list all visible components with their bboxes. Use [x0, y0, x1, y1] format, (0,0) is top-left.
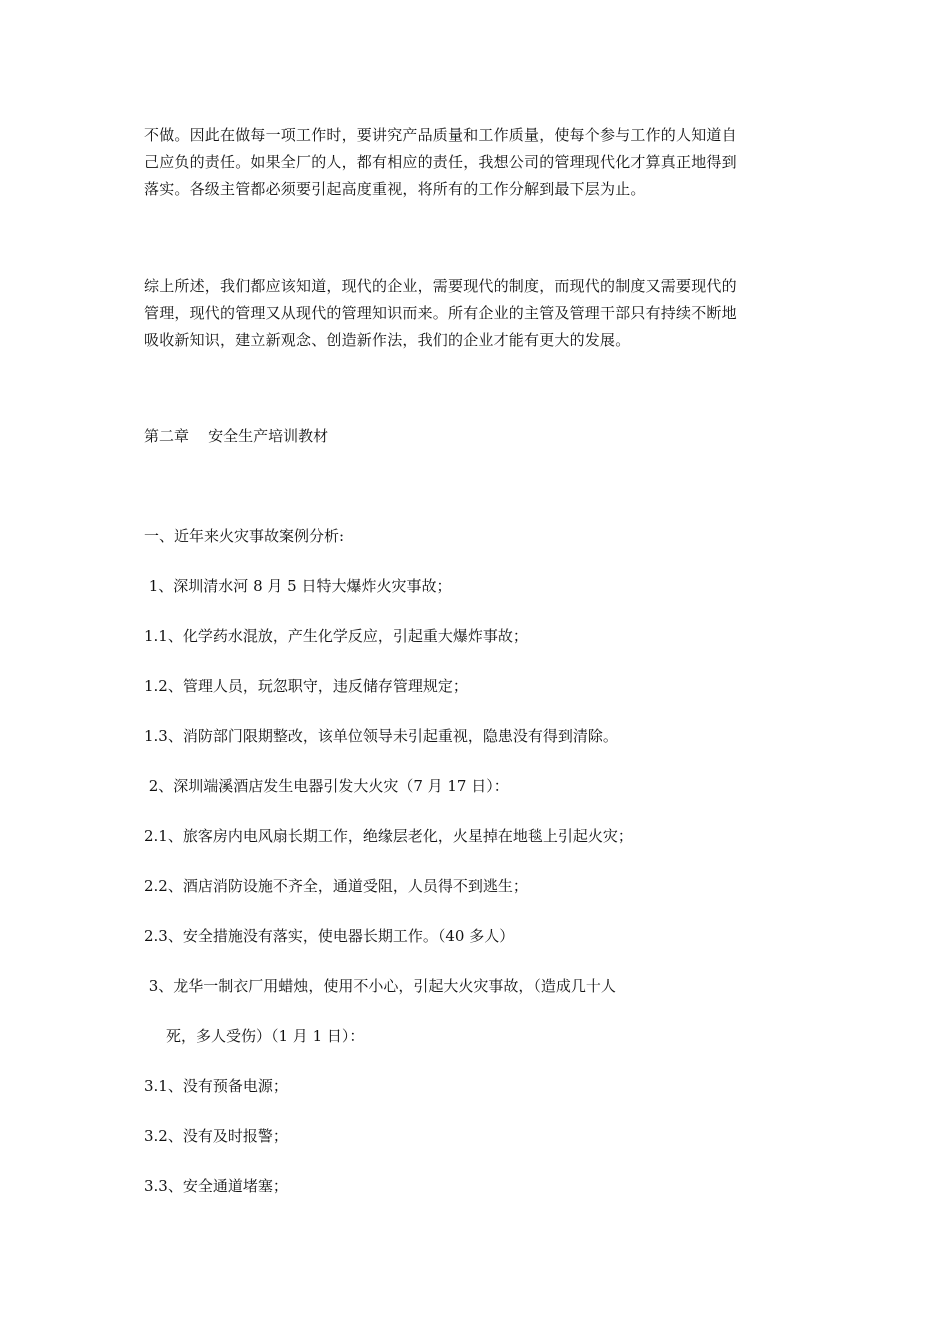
list-item: 1.2、管理人员，玩忽职守，违反储存管理规定；: [144, 677, 468, 695]
list-item: 2.2、酒店消防设施不齐全，通道受阻，人员得不到逃生；: [144, 877, 528, 895]
list-item: 2.3、安全措施没有落实，使电器长期工作。（40 多人）: [144, 927, 515, 945]
list-item: 3.2、没有及时报警；: [144, 1127, 288, 1145]
paragraph-line: 管理，现代的管理又从现代的管理知识而来。所有企业的主管及管理干部只有持续不断地: [144, 304, 737, 322]
list-item: 2.1、旅客房内电风扇长期工作，绝缘层老化，火星掉在地毯上引起火灾；: [144, 827, 633, 845]
paragraph-line: 落实。各级主管都必须要引起高度重视，将所有的工作分解到最下层为止。: [144, 180, 646, 198]
list-item: 3.1、没有预备电源；: [144, 1077, 288, 1095]
list-item-continuation: 死，多人受伤）（1 月 1 日）：: [166, 1027, 365, 1045]
list-item: 3、龙华一制衣厂用蜡烛，使用不小心，引起大火灾事故，（造成几十人: [144, 977, 616, 995]
section-title: 一、近年来火灾事故案例分析:: [144, 527, 345, 545]
paragraph-line: 综上所述，我们都应该知道，现代的企业，需要现代的制度，而现代的制度又需要现代的: [144, 277, 737, 295]
paragraph-management: [144, 122, 814, 203]
paragraph-summary: [144, 273, 814, 354]
list-item: 1.3、消防部门限期整改，该单位领导未引起重视，隐患没有得到清除。: [144, 727, 618, 745]
list-item: 3.3、安全通道堵塞；: [144, 1177, 288, 1195]
list-item: 1.1、化学药水混放，产生化学反应，引起重大爆炸事故；: [144, 627, 528, 645]
paragraph-line: 不做。因此在做每一项工作时，要讲究产品质量和工作质量，使每个参与工作的人知道自: [144, 126, 737, 144]
list-item: 2、深圳端溪酒店发生电器引发大火灾（7 月 17 日）：: [144, 777, 509, 795]
chapter-title: 第二章 安全生产培训教材: [144, 427, 329, 445]
list-item: 1、深圳清水河 8 月 5 日特大爆炸火灾事故；: [144, 577, 452, 595]
paragraph-line: 吸收新知识，建立新观念、创造新作法，我们的企业才能有更大的发展。: [144, 331, 631, 349]
paragraph-line: 己应负的责任。如果全厂的人，都有相应的责任，我想公司的管理现代化才算真正地得到: [144, 153, 737, 171]
